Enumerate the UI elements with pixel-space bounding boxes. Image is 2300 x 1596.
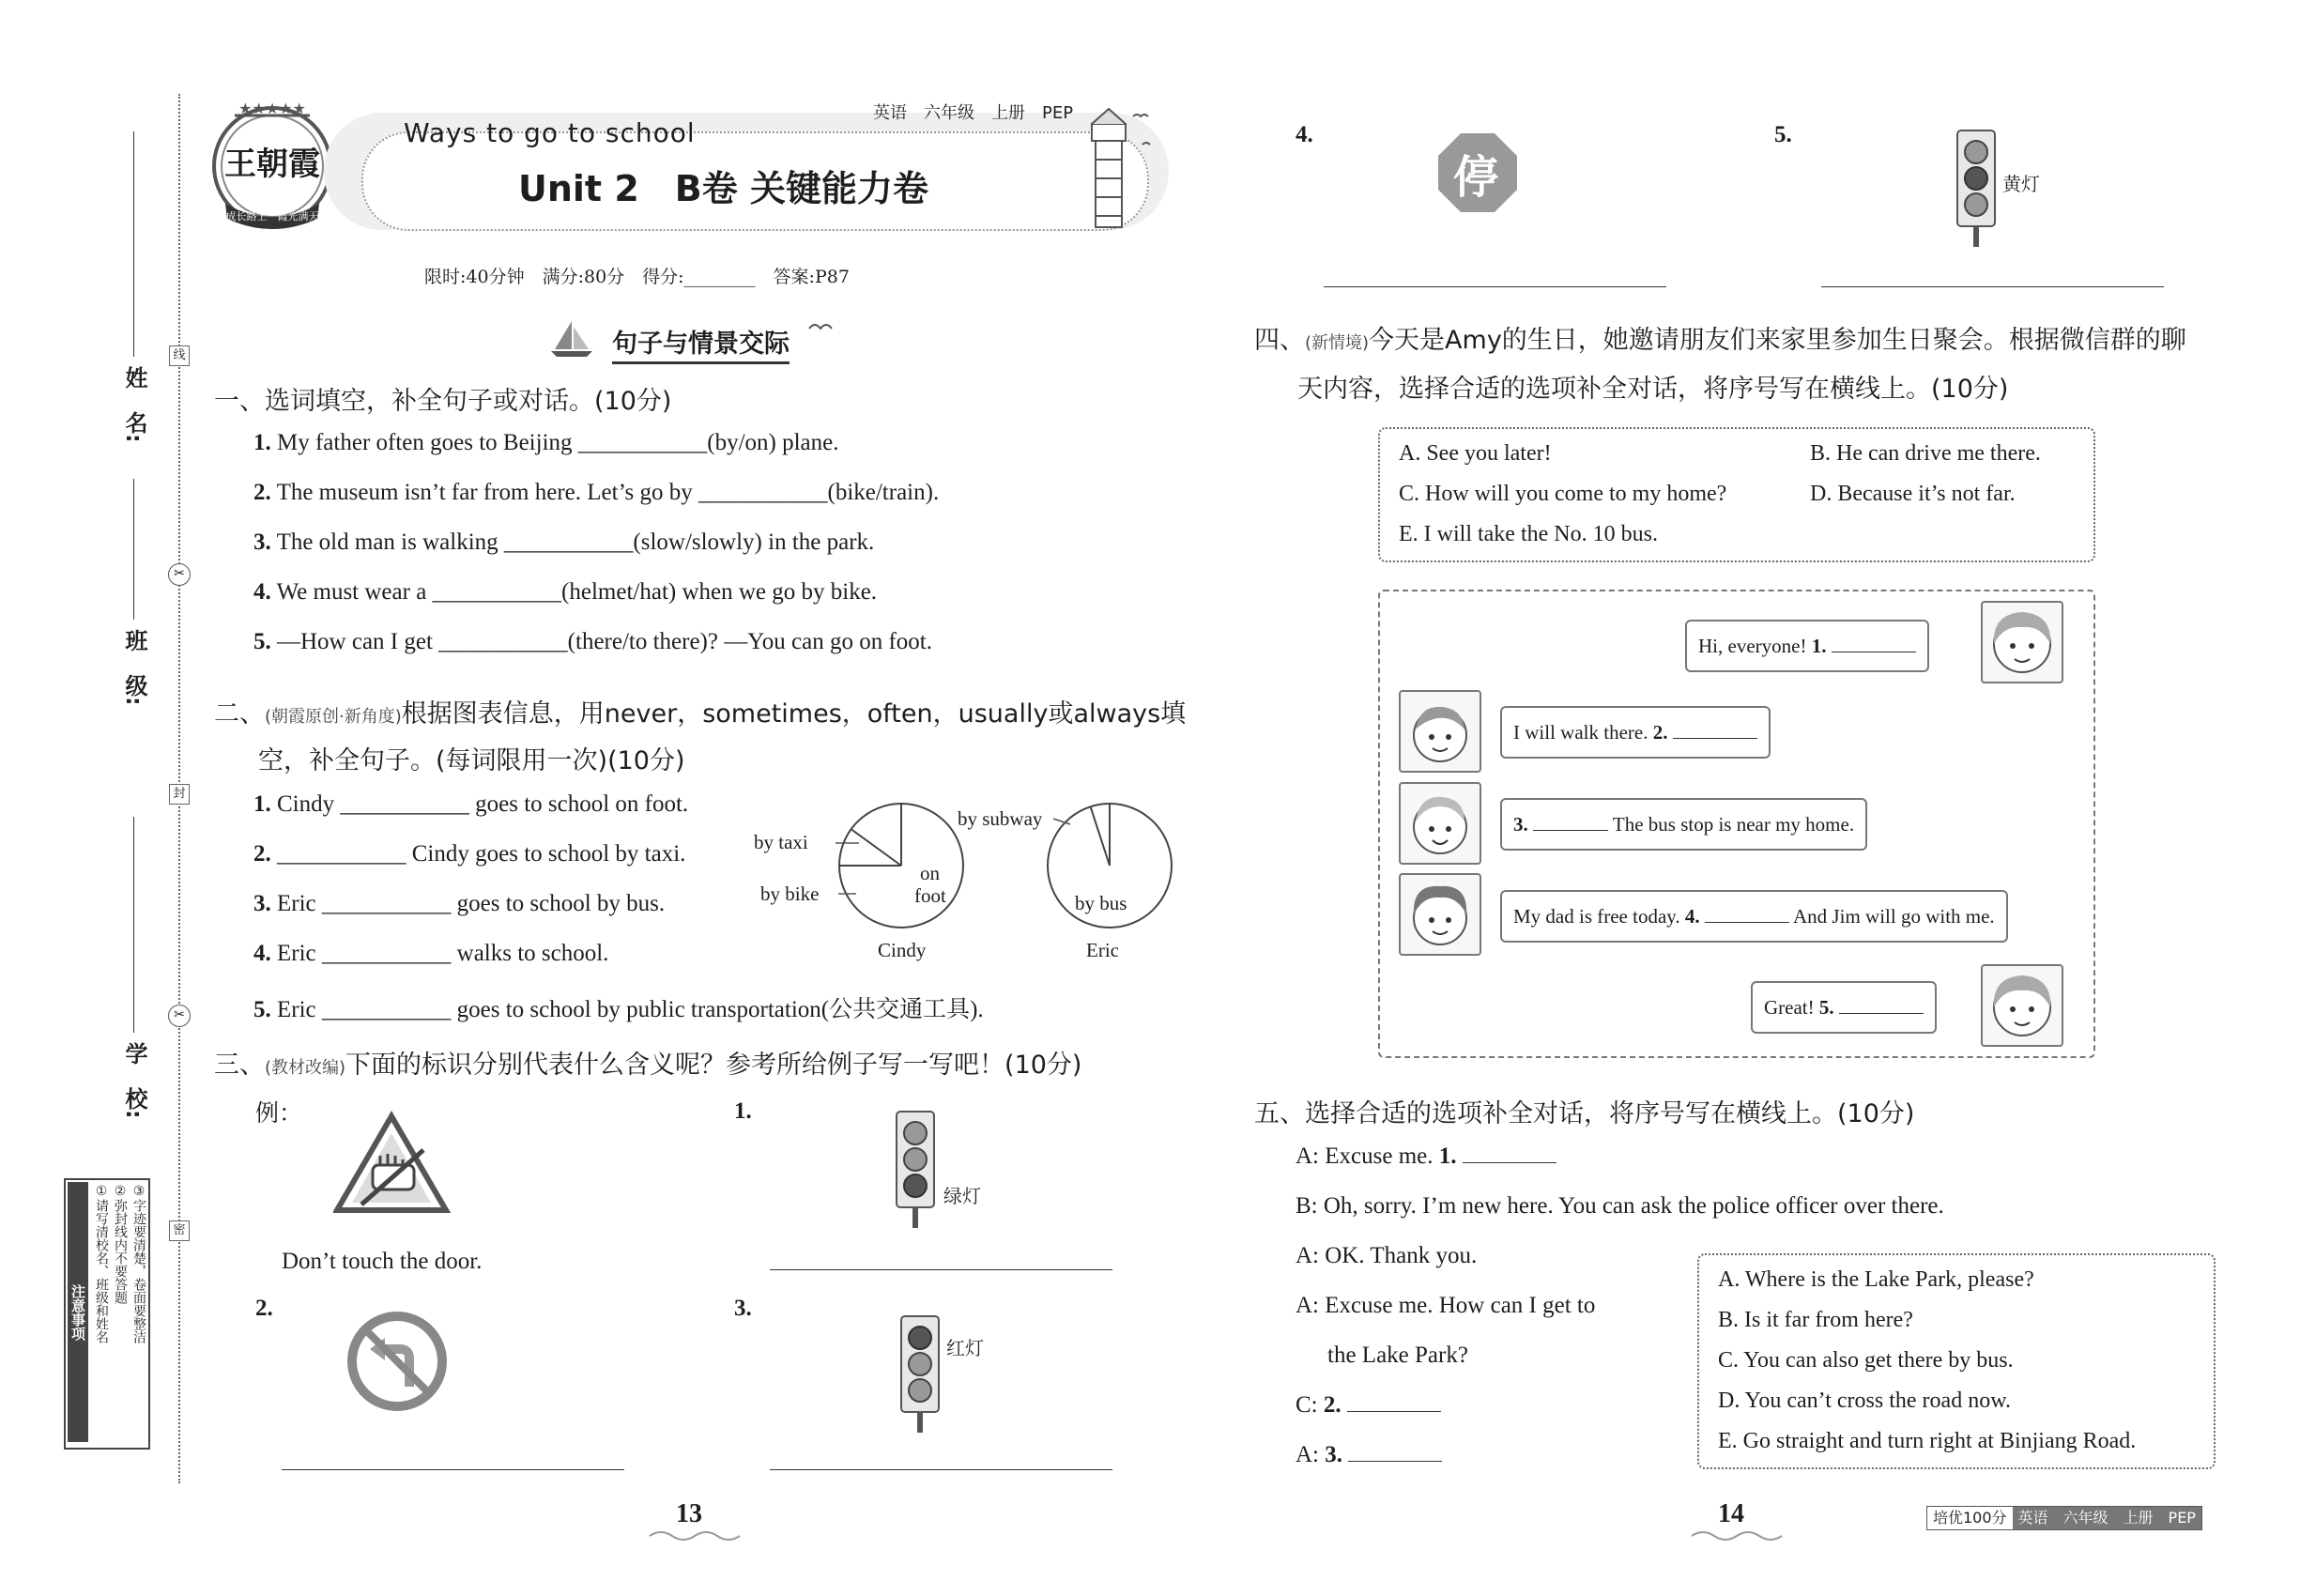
chat-blank[interactable] [1533, 830, 1608, 831]
seagull-icon [807, 317, 845, 336]
chat-number: 1. [1811, 635, 1827, 657]
chat-number: 5. [1818, 996, 1834, 1019]
part1-title: 一、选词填空，补全句子或对话。(10分) [214, 387, 672, 416]
part1-item [253, 629, 932, 655]
option-item: E. Go straight and turn right at Binjiang Road. [1718, 1429, 2137, 1453]
note-1: ①请写清校名、班级和姓名 [94, 1184, 109, 1343]
chat-text: And Jim will go with me. [1793, 905, 1995, 928]
dialog-line [1296, 1193, 1944, 1220]
option-item: D. You can’t cross the road now. [1718, 1389, 2011, 1413]
answer-line-2[interactable] [282, 1469, 624, 1470]
part2-item [253, 941, 608, 967]
traffic-light-red-icon [897, 1312, 943, 1435]
dialog-blank[interactable] [1348, 1461, 1442, 1462]
scissors-icon: ✂ [168, 563, 191, 586]
avatar-amy [1981, 601, 2063, 683]
part5-title: 五、选择合适的选项补全对话，将序号写在横线上。(10分) [1254, 1099, 1915, 1128]
logo-text: 王朝霞 [224, 146, 320, 183]
dialog-text: OK. Thank you. [1325, 1243, 1478, 1268]
school-label: 学 校: [121, 1042, 147, 1119]
girl-face-icon [1983, 603, 2062, 682]
part4-tag: (新情境) [1305, 333, 1370, 353]
footer-brand-box [1926, 1506, 2202, 1530]
speaker: C: [1296, 1392, 1318, 1418]
chat-number: 3. [1513, 813, 1528, 836]
girl-face-icon [1983, 966, 2062, 1045]
girl-ponytail-face-icon [1401, 692, 1480, 771]
part2-item [253, 891, 665, 917]
label-by-subway: by subway [958, 807, 1043, 830]
dialog-line [1296, 1392, 1441, 1419]
binding-margin [56, 94, 207, 1483]
item-text: The museum isn’t far from here. Let’s go by ___________(bike/train). [276, 480, 940, 505]
part2-item [253, 990, 984, 1024]
yellow-light-label: 黄灯 [2002, 173, 2040, 195]
section-banner: 句子与情景交际 [612, 323, 790, 364]
traffic-light-green-icon [892, 1108, 939, 1230]
part1-item [253, 430, 839, 456]
dialog-blank[interactable] [1463, 1162, 1556, 1163]
chat-bubble [1500, 706, 1771, 759]
boy-curly-face-icon [1401, 875, 1480, 954]
footer-brand-info: 英语 六年级 上册 PEP [2013, 1507, 2201, 1529]
part3-tag: (教材改编) [265, 1058, 346, 1078]
avatar-friend-1 [1399, 690, 1481, 773]
scissors-icon: ✂ [168, 1005, 191, 1027]
no-left-turn-sign-icon [345, 1310, 449, 1413]
page-number-left: 13 [676, 1499, 702, 1528]
avatar-friend-2 [1399, 782, 1481, 865]
label-cindy: Cindy [878, 939, 927, 961]
answer-line-3[interactable] [770, 1469, 1112, 1470]
item-number: 3. [253, 529, 271, 555]
item-text: Cindy ___________ goes to school on foot. [277, 791, 689, 817]
speaker: A: [1296, 1243, 1319, 1268]
item-number: 2. [253, 841, 271, 867]
part1-item [253, 529, 874, 556]
option-item: C. You can also get there by bus. [1718, 1348, 2014, 1373]
dialog-text: Excuse me. [1325, 1143, 1434, 1169]
logo-slogan: 成长路上 霞光满天 [225, 210, 319, 223]
example-answer: Don’t touch the door. [282, 1249, 483, 1274]
name-field[interactable] [133, 131, 134, 357]
item-number: 4. [253, 941, 271, 966]
part3-title: 三、(教材改编)下面的标识分别代表什么含义呢？参考所给例子写一写吧！(10分) [214, 1051, 1082, 1080]
item-number: 2. [253, 480, 271, 505]
blank-number: 2. [1323, 1392, 1342, 1418]
book-info: 英语 六年级 上册 PEP [873, 103, 1074, 123]
svg-text:★★★★★: ★★★★★ [238, 101, 306, 117]
option-item: A. Where is the Lake Park, please? [1718, 1267, 2034, 1292]
part2-title: 二、(朝霞原创·新角度)根据图表信息，用never，sometimes，often，usually或always填 [214, 699, 1187, 729]
item-number: 5. [253, 629, 271, 654]
label-by-bike: by bike [760, 882, 820, 905]
part2-title-line1: 根据图表信息，用never，sometimes，often，usually或always填 [401, 699, 1187, 729]
item-text: —How can I get ___________(there/to there)? —You can go on foot. [277, 629, 932, 654]
dialog-line [1296, 1293, 1595, 1319]
blank-number: 3. [1325, 1442, 1342, 1467]
dialog-text: Oh, sorry. I’m new here. You can ask the police officer over there. [1323, 1193, 1944, 1219]
part2-item [253, 791, 688, 818]
logo [207, 99, 338, 230]
speaker: A: [1296, 1442, 1319, 1467]
chat-text: Hi, everyone! [1698, 635, 1812, 657]
traffic-light-yellow-icon [1953, 127, 2000, 249]
item-text: Eric ___________ goes to school by public transportation(公共交通工具). [277, 997, 984, 1022]
note-2: ②弥封线内不要答题 [113, 1184, 128, 1304]
item-text: My father often goes to Beijing ___________(by/on) plane. [277, 430, 839, 455]
dialog-line [1296, 1442, 1442, 1468]
answer-line-5[interactable] [1821, 286, 2164, 287]
avatar-amy [1981, 964, 2063, 1047]
dialog-line [1296, 1243, 1477, 1269]
notes-title: 注意事项 [68, 1182, 88, 1442]
option-item: E. I will take the No. 10 bus. [1399, 522, 1658, 546]
page-number-right: 14 [1718, 1499, 1744, 1528]
dialog-text: Excuse me. How can I get to [1325, 1293, 1596, 1318]
label-foot: foot [914, 884, 946, 907]
chat-bubble [1751, 981, 1937, 1034]
label-by-taxi: by taxi [754, 831, 808, 853]
part1-item [253, 579, 877, 606]
unit-subtitle: Ways to go to school [404, 117, 696, 148]
class-field[interactable] [133, 479, 134, 620]
sign-number: 1. [734, 1098, 752, 1124]
answer-line-1[interactable] [770, 1269, 1112, 1270]
chat-bubble [1500, 798, 1867, 851]
chat-text: My dad is free today. [1513, 905, 1685, 928]
speaker: A: [1296, 1293, 1319, 1318]
option-item: D. Because it’s not far. [1810, 482, 2016, 506]
boy-face-icon [1401, 784, 1480, 863]
chat-blank[interactable] [1673, 738, 1757, 739]
school-field[interactable] [133, 817, 134, 1033]
avatar-friend-3 [1399, 873, 1481, 956]
option-item: B. He can drive me there. [1810, 441, 2041, 466]
chat-text: The bus stop is near my home. [1612, 813, 1855, 836]
chat-number: 2. [1652, 721, 1668, 744]
item-number: 1. [253, 791, 271, 817]
cut-mark: 封 [169, 784, 190, 805]
item-number: 1. [253, 430, 271, 455]
item-number: 4. [253, 579, 271, 605]
item-text: Eric ___________ walks to school. [277, 941, 609, 966]
unit-title: Unit 2 B卷 关键能力卷 [518, 168, 928, 209]
chat-blank[interactable] [1705, 922, 1789, 923]
sign-number: 3. [734, 1296, 752, 1321]
chat-text: Great! [1764, 996, 1819, 1019]
sign-number: 4. [1296, 122, 1313, 147]
class-label: 班 级: [121, 629, 147, 706]
item-text: The old man is walking ___________(slow/slowly) in the park. [276, 529, 875, 555]
part4-title-line2: 天内容，选择合适的选项补全对话，将序号写在横线上。(10分) [1297, 375, 2009, 404]
label-by-bus: by bus [1075, 892, 1127, 914]
dialog-blank[interactable] [1347, 1411, 1441, 1412]
dialog-line [1296, 1143, 1556, 1170]
item-text: Eric ___________ goes to school by bus. [277, 891, 666, 916]
sailboat-icon [549, 317, 594, 359]
chat-bubble [1685, 620, 1929, 672]
label-on: on [920, 862, 940, 884]
item-number: 3. [253, 891, 271, 916]
chat-blank[interactable] [1839, 1013, 1924, 1014]
lighthouse-icon [1075, 103, 1159, 235]
part2-tag: (朝霞原创·新角度) [265, 707, 402, 727]
part3-title-text: 下面的标识分别代表什么含义呢？参考所给例子写一写吧！(10分) [345, 1051, 1082, 1080]
no-touch-sign-icon [333, 1111, 451, 1216]
page-wave-icon [1690, 1528, 1784, 1543]
item-number: 5. [253, 997, 271, 1022]
part2-item [253, 841, 685, 867]
dialog-line [1327, 1343, 1468, 1369]
notes-box [64, 1178, 150, 1450]
green-light-label: 绿灯 [943, 1185, 981, 1207]
dialog-text: the Lake Park? [1327, 1343, 1468, 1368]
exam-meta: 限时:40分钟 满分:80分 得分:________ 答案:P87 [424, 267, 850, 287]
pie-cindy [839, 804, 963, 928]
speaker: A: [1296, 1143, 1319, 1169]
sign-number: 2. [255, 1296, 273, 1321]
part4-title-line1: 今天是Amy的生日，她邀请朋友们来家里参加生日聚会。根据微信群的聊 [1369, 326, 2186, 355]
speaker: B: [1296, 1193, 1318, 1219]
chat-bubble [1500, 890, 2008, 943]
name-label: 姓 名: [121, 366, 147, 443]
label-eric: Eric [1086, 939, 1119, 961]
option-item: A. See you later! [1399, 441, 1552, 466]
sign-number: 5. [1774, 122, 1792, 147]
note-3: ③字迹要清楚，卷面要整洁 [131, 1184, 146, 1343]
chat-number: 4. [1684, 905, 1700, 928]
option-item: C. How will you come to my home? [1399, 482, 1727, 506]
page-wave-icon [648, 1528, 742, 1543]
part1-item [253, 480, 939, 506]
cut-mark: 密 [169, 1220, 190, 1241]
answer-line-4[interactable] [1324, 286, 1666, 287]
red-light-label: 红灯 [946, 1337, 984, 1359]
option-item: B. Is it far from here? [1718, 1308, 1913, 1332]
part4-title: 四、(新情境)今天是Amy的生日，她邀请朋友们来家里参加生日聚会。根据微信群的聊 [1254, 326, 2186, 355]
part2-title-line2: 空，补全句子。(每词限用一次)(10分) [258, 746, 685, 775]
item-text: ___________ Cindy goes to school by taxi. [277, 841, 686, 867]
cut-mark: 线 [169, 345, 190, 366]
item-text: We must wear a ___________(helmet/hat) when we go by bike. [276, 579, 878, 605]
stop-sign-text: 停 [1453, 151, 1499, 204]
chat-text: I will walk there. [1513, 721, 1653, 744]
example-label: 例： [255, 1099, 303, 1127]
blank-number: 1. [1438, 1143, 1457, 1169]
footer-brand: 培优100分 [1933, 1509, 2007, 1527]
